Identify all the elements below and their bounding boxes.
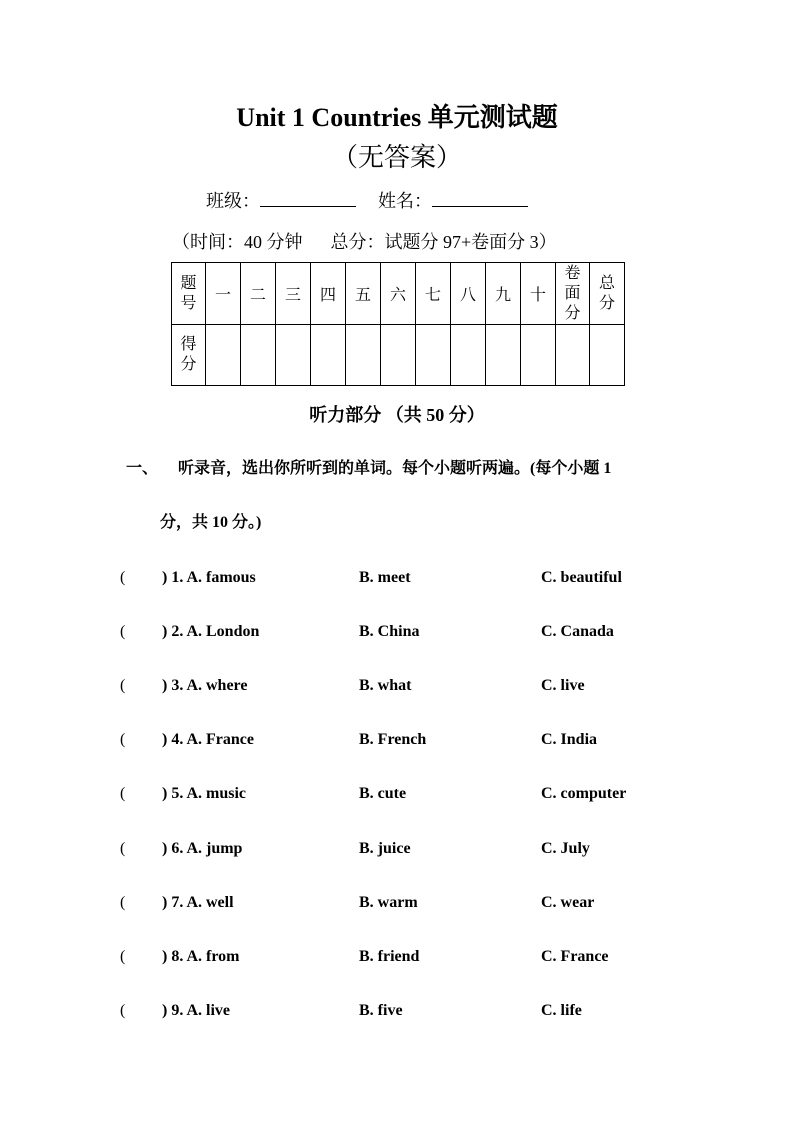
question-item bbox=[0, 837, 794, 861]
score-header-cell: 二 bbox=[241, 263, 276, 325]
class-blank[interactable] bbox=[260, 188, 356, 207]
answer-blank-open[interactable]: ( bbox=[120, 948, 126, 965]
option-b: B. five bbox=[359, 1002, 403, 1019]
question-item-label: ) 8. A. from bbox=[162, 948, 240, 965]
question-1-instruction-line1: 听录音，选出你所听到的单词。每个小题听两遍。(每个小题 1 bbox=[178, 460, 612, 477]
option-c: C. July bbox=[541, 840, 590, 857]
option-c: C. beautiful bbox=[541, 569, 622, 586]
score-cell[interactable] bbox=[590, 325, 625, 386]
score-header-cell: 九 bbox=[486, 263, 521, 325]
option-b: B. juice bbox=[359, 840, 411, 857]
score-header-cell: 四 bbox=[311, 263, 346, 325]
answer-blank-open[interactable]: ( bbox=[120, 623, 126, 640]
option-c: C. wear bbox=[541, 894, 595, 911]
score-cell[interactable] bbox=[416, 325, 451, 386]
score-cell[interactable] bbox=[521, 325, 556, 386]
score-header-cell: 六 bbox=[381, 263, 416, 325]
question-1-instruction bbox=[126, 456, 611, 482]
score-header-cell: 三 bbox=[276, 263, 311, 325]
score-cell[interactable] bbox=[556, 325, 590, 386]
time-score-line bbox=[172, 229, 557, 255]
question-item-label: ) 5. A. music bbox=[162, 785, 246, 802]
score-row-label: 得分 bbox=[172, 325, 206, 386]
question-1-number: 一、 bbox=[126, 460, 159, 477]
answer-blank-open[interactable]: ( bbox=[120, 677, 126, 694]
score-header-cell: 总分 bbox=[590, 263, 625, 325]
option-b: B. French bbox=[359, 731, 427, 748]
option-b: B. what bbox=[359, 677, 412, 694]
option-c: C. France bbox=[541, 948, 609, 965]
listening-section-title: 听力部分 （共 50 分） bbox=[309, 405, 485, 425]
score-header-cell: 八 bbox=[451, 263, 486, 325]
answer-blank-open[interactable]: ( bbox=[120, 731, 126, 748]
time-label: （时间：40 分钟 bbox=[172, 232, 303, 252]
score-table-score-row bbox=[172, 325, 625, 386]
question-item bbox=[0, 728, 794, 752]
question-item-label: ) 3. A. where bbox=[162, 677, 248, 694]
question-item bbox=[0, 999, 794, 1023]
score-table bbox=[171, 262, 625, 386]
question-item-label: ) 6. A. jump bbox=[162, 840, 243, 857]
score-cell[interactable] bbox=[451, 325, 486, 386]
option-c: C. Canada bbox=[541, 623, 614, 640]
option-b: B. China bbox=[359, 623, 420, 640]
answer-blank-open[interactable]: ( bbox=[120, 1002, 126, 1019]
question-item-label: ) 1. A. famous bbox=[162, 569, 256, 586]
answer-blank-open[interactable]: ( bbox=[120, 894, 126, 911]
question-item bbox=[0, 566, 794, 590]
question-item-label: ) 7. A. well bbox=[162, 894, 234, 911]
answer-blank-open[interactable]: ( bbox=[120, 840, 126, 857]
name-label: 姓名： bbox=[378, 191, 432, 211]
score-header-cell: 题号 bbox=[172, 263, 206, 325]
option-c: C. computer bbox=[541, 785, 627, 802]
question-item-label: ) 9. A. live bbox=[162, 1002, 230, 1019]
score-cell[interactable] bbox=[311, 325, 346, 386]
option-b: B. warm bbox=[359, 894, 418, 911]
answer-blank-open[interactable]: ( bbox=[120, 569, 126, 586]
score-cell[interactable] bbox=[381, 325, 416, 386]
answer-blank-open[interactable]: ( bbox=[120, 785, 126, 802]
page-subtitle: （无答案） bbox=[331, 143, 462, 172]
score-cell[interactable] bbox=[276, 325, 311, 386]
question-item bbox=[0, 891, 794, 915]
option-b: B. friend bbox=[359, 948, 420, 965]
question-item bbox=[0, 782, 794, 806]
student-info-line bbox=[206, 188, 528, 214]
option-c: C. India bbox=[541, 731, 598, 748]
question-item bbox=[0, 674, 794, 698]
question-item-label: ) 4. A. France bbox=[162, 731, 254, 748]
option-c: C. life bbox=[541, 1002, 582, 1019]
question-1-instruction-line2: 分，共 10 分。) bbox=[160, 514, 262, 531]
page-title: Unit 1 Countries 单元测试题 bbox=[236, 103, 558, 132]
score-cell[interactable] bbox=[206, 325, 241, 386]
score-header-cell: 卷面分 bbox=[556, 263, 590, 325]
score-header-cell: 七 bbox=[416, 263, 451, 325]
score-label: 总分：试题分 97+卷面分 3） bbox=[330, 232, 557, 252]
score-cell[interactable] bbox=[486, 325, 521, 386]
name-blank[interactable] bbox=[432, 188, 528, 207]
question-item bbox=[0, 620, 794, 644]
score-cell[interactable] bbox=[346, 325, 381, 386]
class-label: 班级： bbox=[206, 191, 260, 211]
score-header-cell: 一 bbox=[206, 263, 241, 325]
option-b: B. meet bbox=[359, 569, 411, 586]
question-item-label: ) 2. A. London bbox=[162, 623, 260, 640]
option-b: B. cute bbox=[359, 785, 407, 802]
option-c: C. live bbox=[541, 677, 585, 694]
score-header-cell: 五 bbox=[346, 263, 381, 325]
score-table-header-row bbox=[172, 263, 625, 325]
score-header-cell: 十 bbox=[521, 263, 556, 325]
question-item bbox=[0, 945, 794, 969]
score-cell[interactable] bbox=[241, 325, 276, 386]
